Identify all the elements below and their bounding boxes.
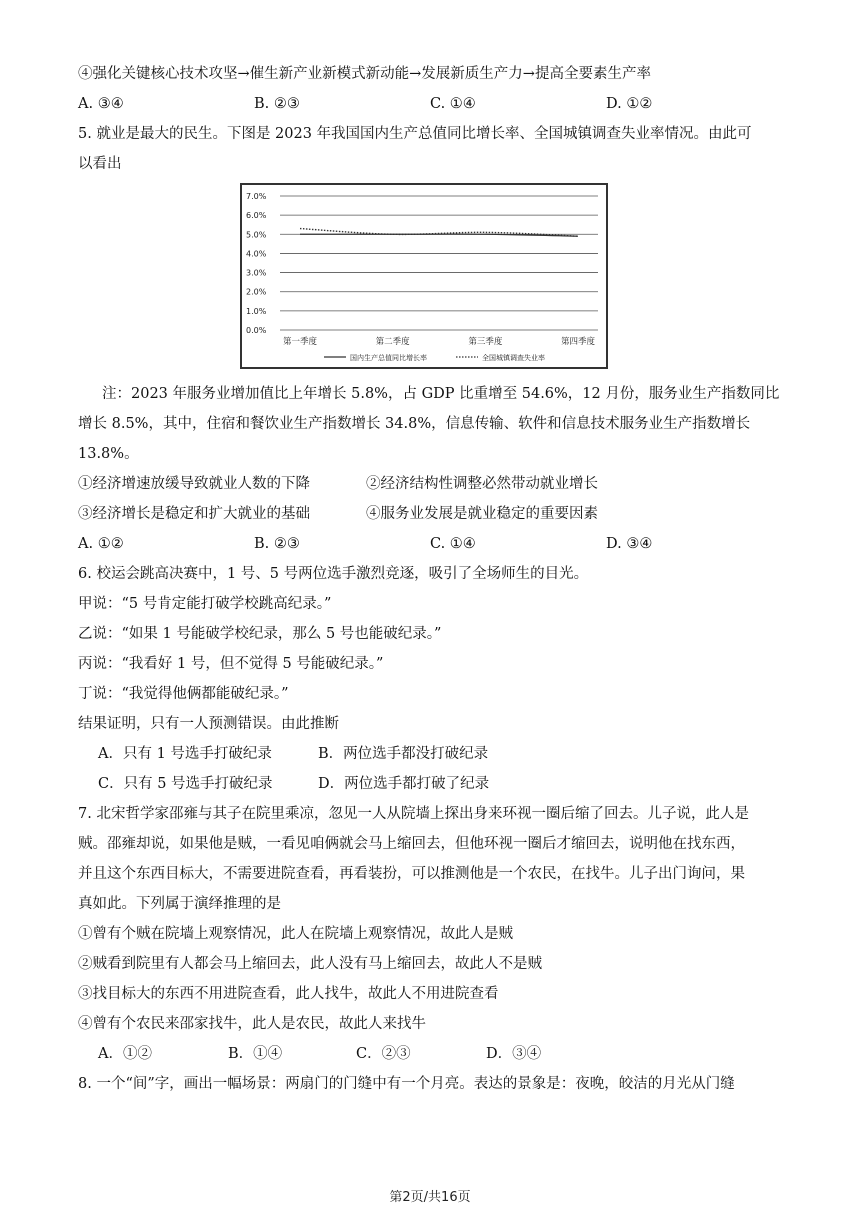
- x-tick-label: 第三季度: [468, 337, 503, 347]
- q7-item-2: ②贼看到院里有人都会马上缩回去，此人没有马上缩回去，故此人不是贼: [78, 956, 542, 972]
- q5-item-3: ③经济增长是稳定和扩大就业的基础: [78, 506, 310, 522]
- y-tick-label: 1.0%: [246, 306, 267, 316]
- q6-statement-ding: 丁说：“我觉得他俩都能破纪录。”: [78, 686, 289, 702]
- q7-line-4: 真如此。下列属于演绎推理的是: [78, 896, 281, 912]
- q4-option-d: D. ①②: [606, 96, 653, 112]
- legend-label: 全国城镇调查失业率: [482, 354, 545, 362]
- y-tick-label: 5.0%: [246, 230, 267, 240]
- y-tick-label: 3.0%: [246, 268, 267, 278]
- y-tick-label: 4.0%: [246, 249, 267, 259]
- q5-item-1: ①经济增速放缓导致就业人数的下降: [78, 476, 310, 492]
- q6-option-c: C．只有 5 号选手打破纪录: [98, 776, 273, 792]
- q5-item-2: ②经济结构性调整必然带动就业增长: [366, 476, 598, 492]
- x-tick-label: 第四季度: [560, 337, 596, 347]
- q7-option-b: B．①④: [228, 1046, 283, 1062]
- q6-statement-yi: 乙说：“如果 1 号能破学校纪录，那么 5 号也能破纪录。”: [78, 626, 442, 642]
- q7-line-2: 贼。邵雍却说，如果他是贼，一看见咱俩就会马上缩回去，但他环视一圈后才缩回去，说明他在找东西，: [78, 836, 745, 852]
- q7-line-3: 并且这个东西目标大，不需要进院查看，再看装扮，可以推测他是一个农民，在找牛。儿子出门询问，果: [78, 866, 745, 882]
- q5-line-chart: [240, 183, 608, 369]
- y-tick-label: 6.0%: [246, 211, 267, 221]
- q4-option-a: A. ③④: [78, 96, 124, 112]
- q5-item-4: ④服务业发展是就业稳定的重要因素: [366, 506, 598, 522]
- q6-stem: 6. 校运会跳高决赛中，1 号、5 号两位选手激烈竞逐，吸引了全场师生的目光。: [78, 566, 589, 582]
- q5-stem-line-1: 5. 就业是最大的民生。下图是 2023 年我国国内生产总值同比增长率、全国城镇调查失业率情况。由此可: [78, 126, 752, 142]
- q5-option-d: D. ③④: [606, 536, 653, 552]
- page-footer: 第2页/共16页: [389, 1190, 471, 1205]
- q6-statement-jia: 甲说：“5 号肯定能打破学校跳高纪录。”: [78, 596, 332, 612]
- x-tick-label: 第一季度: [282, 337, 318, 347]
- q4-option-c: C. ①④: [430, 96, 476, 112]
- q7-item-3: ③找目标大的东西不用进院查看，此人找牛，故此人不用进院查看: [78, 986, 499, 1002]
- q6-conclusion: 结果证明，只有一人预测错误。由此推断: [78, 716, 339, 732]
- q7-item-1: ①曾有个贼在院墙上观察情况，此人在院墙上观察情况，故此人是贼: [78, 926, 513, 942]
- q7-item-4: ④曾有个农民来邵家找牛，此人是农民，故此人来找牛: [78, 1016, 426, 1032]
- q5-option-a: A. ①②: [78, 536, 124, 552]
- q4-option-b: B. ②③: [254, 96, 300, 112]
- q7-line-1: 7. 北宋哲学家邵雍与其子在院里乘凉，忽见一人从院墙上探出身来环视一圈后缩了回去。儿子说，此人是: [78, 806, 749, 822]
- y-tick-label: 2.0%: [246, 287, 267, 297]
- y-tick-label: 0.0%: [246, 326, 267, 335]
- q5-stem-line-2: 以看出: [78, 156, 122, 172]
- q8-line-1: 8. 一个“间”字，画出一幅场景：两扇门的门缝中有一个月亮。表达的景象是：夜晚，皎洁的月光从门缝: [78, 1076, 735, 1092]
- legend-label: 国内生产总值同比增长率: [350, 354, 427, 362]
- x-tick-label: 第二季度: [375, 337, 410, 347]
- q5-note-line-3: 13.8%。: [78, 446, 139, 462]
- q5-note-line-2: 增长 8.5%，其中，住宿和餐饮业生产指数增长 34.8%，信息传输、软件和信息技术服务业生产指数增长: [78, 416, 751, 432]
- q5-note-line-1: 注：2023 年服务业增加值比上年增长 5.8%，占 GDP 比重增至 54.6%，12 月份，服务业生产指数同比: [102, 386, 780, 402]
- q4-item-4: ④强化关键核心技术攻坚→催生新产业新模式新动能→发展新质生产力→提高全要素生产率: [78, 66, 651, 82]
- q5-option-b: B. ②③: [254, 536, 300, 552]
- q6-statement-bing: 丙说：“我看好 1 号，但不觉得 5 号能破纪录。”: [78, 656, 384, 672]
- q5-option-c: C. ①④: [430, 536, 476, 552]
- q7-option-c: C．②③: [356, 1046, 411, 1062]
- y-tick-label: 7.0%: [246, 192, 267, 201]
- q7-option-a: A．①②: [98, 1046, 152, 1062]
- q7-option-d: D．③④: [486, 1046, 542, 1062]
- q6-option-a: A．只有 1 号选手打破纪录: [98, 746, 272, 762]
- chart-canvas: [242, 185, 606, 367]
- q6-option-b: B．两位选手都没打破纪录: [318, 746, 489, 762]
- q6-option-d: D．两位选手都打破了纪录: [318, 776, 490, 792]
